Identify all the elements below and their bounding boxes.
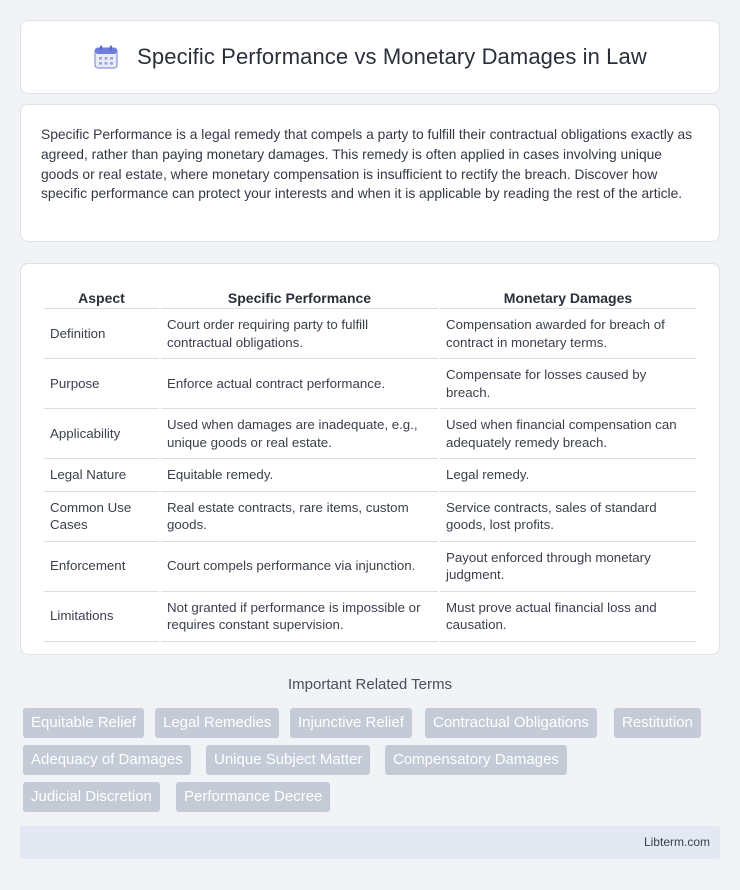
- header-specific-performance: Specific Performance: [161, 286, 438, 309]
- aspect-cell: Legal Nature: [44, 459, 159, 492]
- table-row: [44, 359, 696, 409]
- tag-judicial-discretion[interactable]: Judicial Discretion: [23, 782, 160, 812]
- comparison-table-card: [20, 263, 720, 655]
- monetary-damages-cell: Compensation awarded for breach of contract in monetary terms.: [440, 309, 696, 359]
- specific-performance-cell: Equitable remedy.: [161, 459, 438, 492]
- table-row: [44, 592, 696, 642]
- monetary-damages-cell: Must prove actual financial loss and causation.: [440, 592, 696, 642]
- aspect-cell: Applicability: [44, 409, 159, 459]
- intro-card: [20, 104, 720, 242]
- footer-site-link[interactable]: Libterm.com: [643, 835, 710, 849]
- footer-bar: [20, 826, 720, 859]
- monetary-damages-cell: Legal remedy.: [440, 459, 696, 492]
- specific-performance-cell: Court compels performance via injunction.: [161, 542, 438, 592]
- table-row: [44, 542, 696, 592]
- tag-restitution[interactable]: Restitution: [614, 708, 701, 738]
- specific-performance-cell: Enforce actual contract performance.: [161, 359, 438, 409]
- specific-performance-cell: Not granted if performance is impossible or requires constant supervision.: [161, 592, 438, 642]
- page-title: Specific Performance vs Monetary Damages in Law: [137, 44, 647, 69]
- related-terms-title: Important Related Terms: [288, 676, 452, 693]
- tag-injunctive-relief[interactable]: Injunctive Relief: [290, 708, 412, 738]
- header-monetary-damages: Monetary Damages: [440, 286, 696, 309]
- monetary-damages-cell: Payout enforced through monetary judgment.: [440, 542, 696, 592]
- aspect-cell: Common Use Cases: [44, 492, 159, 542]
- intro-paragraph: Specific Performance is a legal remedy that compels a party to fulfill their contractual obligations exactly as agreed, rather than paying monetary damages. This remedy is often applied in cases involving unique goods or real estate, where monetary compensation is insufficient to rectify the breach. Discover how specific performance can protect your interests and when it is applicable by reading the rest of the article.: [41, 127, 693, 202]
- tag-adequacy-of-damages[interactable]: Adequacy of Damages: [23, 745, 191, 775]
- header-card: [20, 20, 720, 94]
- monetary-damages-cell: Compensate for losses caused by breach.: [440, 359, 696, 409]
- monetary-damages-cell: Service contracts, sales of standard goods, lost profits.: [440, 492, 696, 542]
- tag-legal-remedies[interactable]: Legal Remedies: [155, 708, 279, 738]
- table-row: [44, 492, 696, 542]
- table-header-row: [44, 286, 696, 309]
- header-aspect: Aspect: [44, 286, 159, 309]
- table-row: [44, 309, 696, 359]
- aspect-cell: Limitations: [44, 592, 159, 642]
- comparison-table: [42, 286, 698, 642]
- aspect-cell: Purpose: [44, 359, 159, 409]
- aspect-cell: Definition: [44, 309, 159, 359]
- tag-equitable-relief[interactable]: Equitable Relief: [23, 708, 144, 738]
- table-row: [44, 409, 696, 459]
- specific-performance-cell: Court order requiring party to fulfill contractual obligations.: [161, 309, 438, 359]
- calendar-icon: [93, 44, 119, 70]
- tag-compensatory-damages[interactable]: Compensatory Damages: [385, 745, 567, 775]
- tag-unique-subject-matter[interactable]: Unique Subject Matter: [206, 745, 370, 775]
- tag-performance-decree[interactable]: Performance Decree: [176, 782, 330, 812]
- monetary-damages-cell: Used when financial compensation can adequately remedy breach.: [440, 409, 696, 459]
- tag-contractual-obligations[interactable]: Contractual Obligations: [425, 708, 597, 738]
- table-row: [44, 459, 696, 492]
- specific-performance-cell: Used when damages are inadequate, e.g., unique goods or real estate.: [161, 409, 438, 459]
- aspect-cell: Enforcement: [44, 542, 159, 592]
- specific-performance-cell: Real estate contracts, rare items, custom goods.: [161, 492, 438, 542]
